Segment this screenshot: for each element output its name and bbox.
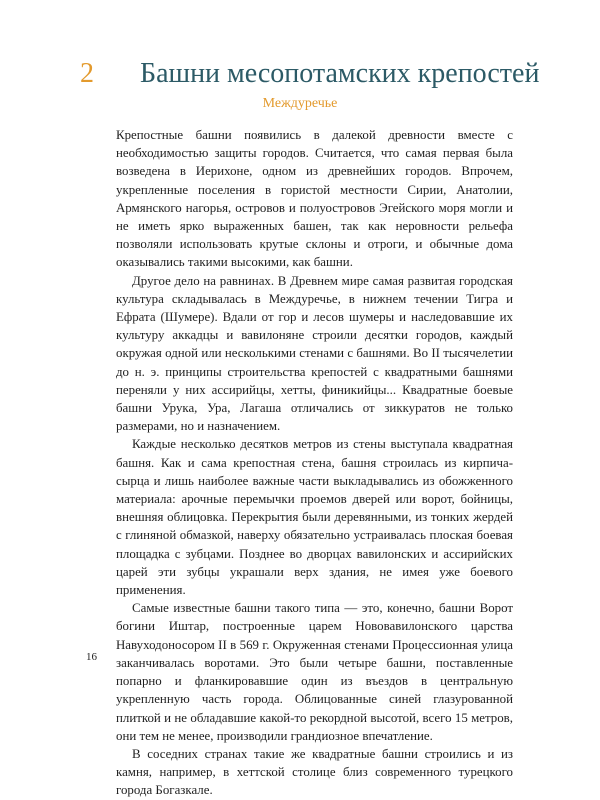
page-number: 16 [86,651,97,663]
paragraph-2: Другое дело на равнинах. В Древнем мире самая развитая городская культура складывалась в Междуречье, в нижнем течении Тигра и Ефрата (Шумере). Вдали от гор и лесов шумеры и наследовавшие их культуру аккадцы и вавилоняне строили десятки городов, каждый окружая одной или несколькими стенами с башнями. Во II тысячелетии до н. э. принципы строительства крепостей с квадратными башнями переняли у них ассирийцы, хетты, финикийцы... Квадратные боевые башни Урука, Ура, Лагаша отличались от зиккуратов не только размерами, но и назначением. [116,273,513,434]
paragraph-1: Крепостные башни появились в далекой древности вместе с необходимостью защиты городов. Считается, что самая первая была возведена в Иерихоне, одном из древнейших городов. Впрочем, укрепленные поселения в гористой местности Сирии, Анатолии, Армянского нагорья, островов и полуостровов Эгейского моря могли и не иметь ярко выраженных башен, так как неровности рельефа позволяли использовать крутые склоны и отроги, и обычные дома оказывались такими высокими, как башни. [116,128,513,270]
chapter-title: Башни месопотамских крепостей [140,58,540,89]
body-text [116,126,513,800]
paragraph-5: В соседних странах такие же квадратные башни строились и из камня, например, в хеттской столице близ современного турецкого города Богазкале. [116,746,513,798]
chapter-number: 2 [80,58,94,89]
paragraph-4: Самые известные башни такого типа — это, конечно, башни Ворот богини Иштар, построенные царем Нововавилонского царства Навуходоносором II в 569 г. Окруженная стенами Процессионная улица заканчивалась воротами. Это были четыре башни, поставленные попарно и фланкировавшие один из въездов в центральную укрепленную часть города. Облицованные синей глазурованной плиткой и не обладавшие какой-то рекордной высотой, всего 15 метров, они тем не менее, производили грандиозное впечатление. [116,601,513,743]
paragraph-3: Каждые несколько десятков метров из стены выступала квадратная башня. Как и сама крепостная стена, башня строилась из кирпича-сырца и лишь наиболее важные части выкладывались из обожженного материала: арочные перемычки проемов дверей или ворот, бойницы, внешняя облицовка. Перекрытия были деревянными, из тонких жердей с глиняной обмазкой, наверху обязательно устраивалась плоская боевая площадка с зубцами. Позднее во дворцах вавилонских и ассирийских царей эти зубцы украшали верх здания, не имея уже боевого применения. [116,437,513,598]
chapter-subtitle: Междуречье [262,96,338,111]
